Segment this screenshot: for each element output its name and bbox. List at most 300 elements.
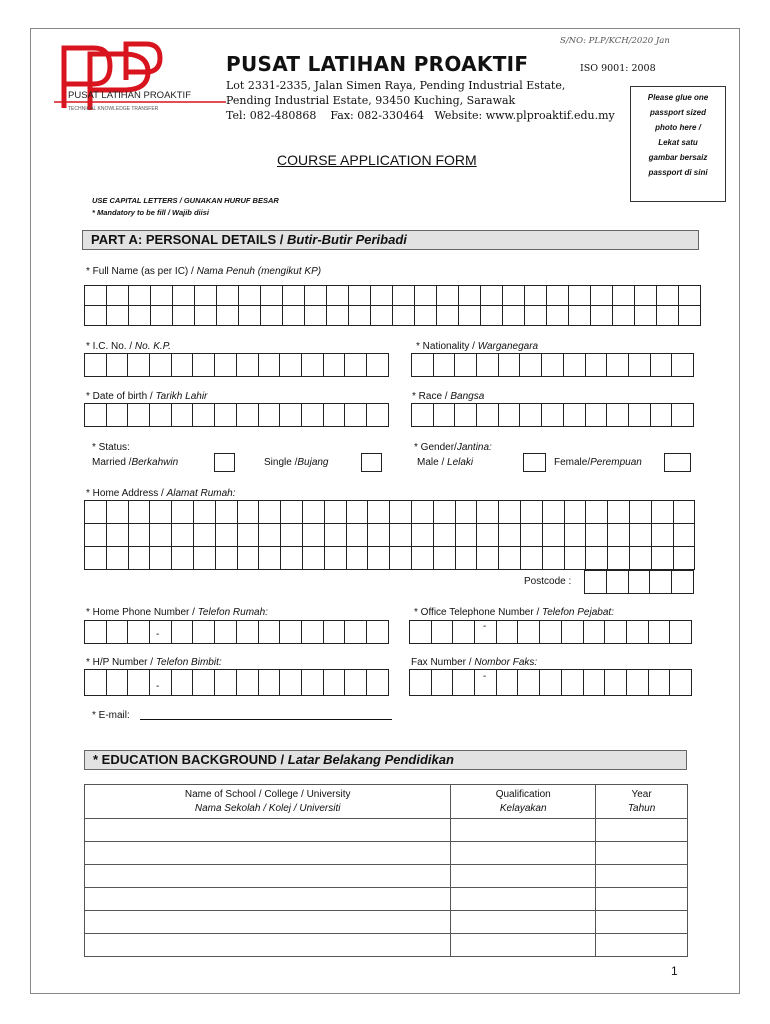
char-box[interactable] [237, 621, 259, 644]
char-box[interactable] [586, 501, 608, 524]
char-box[interactable] [525, 306, 547, 326]
char-box[interactable] [259, 524, 281, 547]
char-box[interactable] [238, 524, 260, 547]
char-box[interactable] [521, 524, 543, 547]
char-box[interactable] [280, 670, 302, 696]
char-box[interactable] [543, 501, 565, 524]
char-box[interactable] [305, 286, 327, 306]
char-box[interactable] [107, 524, 129, 547]
char-box[interactable] [368, 547, 390, 570]
char-box[interactable] [650, 571, 672, 594]
char-box[interactable] [635, 306, 657, 326]
char-box[interactable] [613, 286, 635, 306]
char-box[interactable] [499, 501, 521, 524]
char-box[interactable] [477, 547, 499, 570]
char-box[interactable] [325, 501, 347, 524]
char-box[interactable] [649, 621, 671, 644]
char-box[interactable] [85, 524, 107, 547]
char-box[interactable] [305, 306, 327, 326]
char-box[interactable] [217, 306, 239, 326]
char-box[interactable] [172, 547, 194, 570]
char-box[interactable] [608, 547, 630, 570]
dob-field[interactable] [84, 403, 389, 427]
home-phone-field[interactable] [84, 620, 389, 644]
char-box[interactable] [520, 404, 542, 427]
char-box[interactable] [215, 670, 237, 696]
year-cell[interactable] [596, 819, 688, 842]
char-box[interactable] [280, 621, 302, 644]
char-box[interactable] [437, 306, 459, 326]
serial-number: S/NO: PLP/KCH/2020 Jan [560, 36, 670, 46]
char-box[interactable] [347, 524, 369, 547]
char-box[interactable] [547, 286, 569, 306]
char-box[interactable] [674, 547, 696, 570]
char-box[interactable] [477, 354, 499, 377]
char-box[interactable] [410, 670, 432, 696]
char-box[interactable] [672, 571, 694, 594]
char-box[interactable] [672, 354, 694, 377]
char-box[interactable] [172, 501, 194, 524]
char-box[interactable] [302, 621, 324, 644]
year-cell[interactable] [596, 888, 688, 911]
school-cell[interactable] [85, 865, 451, 888]
char-box[interactable] [629, 404, 651, 427]
char-box[interactable] [434, 524, 456, 547]
char-box[interactable] [151, 306, 173, 326]
char-box[interactable] [150, 670, 172, 696]
char-box[interactable] [569, 306, 591, 326]
char-box[interactable] [367, 621, 389, 644]
year-cell[interactable] [596, 934, 688, 957]
char-box[interactable] [591, 286, 613, 306]
char-box[interactable] [499, 524, 521, 547]
char-box[interactable] [652, 547, 674, 570]
char-box[interactable] [412, 501, 434, 524]
char-box[interactable] [216, 501, 238, 524]
char-box[interactable] [674, 501, 696, 524]
married-checkbox[interactable] [214, 453, 235, 472]
char-box[interactable] [85, 286, 107, 306]
char-box[interactable] [542, 354, 564, 377]
postcode-field[interactable] [584, 570, 694, 594]
char-box[interactable] [657, 306, 679, 326]
char-box[interactable] [172, 524, 194, 547]
char-box[interactable] [562, 621, 584, 644]
part-a-heading [82, 230, 699, 250]
female-label-en: Female/ [554, 457, 591, 468]
hp-number-field[interactable] [84, 669, 389, 696]
char-box[interactable] [390, 547, 412, 570]
char-box[interactable] [367, 404, 389, 427]
char-box[interactable] [453, 670, 475, 696]
char-box[interactable] [107, 404, 129, 427]
email-label: * E-mail: [92, 710, 130, 721]
char-box[interactable] [412, 524, 434, 547]
char-box[interactable] [434, 404, 456, 427]
char-box[interactable] [107, 354, 129, 377]
char-box[interactable] [679, 306, 701, 326]
year-col-ms: Tahun [627, 802, 656, 814]
char-box[interactable] [437, 286, 459, 306]
char-box[interactable] [499, 404, 521, 427]
char-box[interactable] [237, 354, 259, 377]
char-box[interactable] [368, 501, 390, 524]
char-box[interactable] [477, 501, 499, 524]
char-box[interactable] [453, 621, 475, 644]
char-box[interactable] [630, 524, 652, 547]
char-box[interactable] [584, 670, 606, 696]
char-box[interactable] [194, 547, 216, 570]
char-box[interactable] [503, 286, 525, 306]
char-box[interactable] [367, 354, 389, 377]
char-box[interactable] [543, 524, 565, 547]
char-box[interactable] [303, 524, 325, 547]
char-box[interactable] [128, 354, 150, 377]
char-box[interactable] [651, 404, 673, 427]
char-box[interactable] [521, 501, 543, 524]
char-box[interactable] [627, 621, 649, 644]
char-box[interactable] [390, 524, 412, 547]
char-box[interactable] [569, 286, 591, 306]
char-box[interactable] [607, 404, 629, 427]
race-field[interactable] [411, 403, 694, 427]
char-box[interactable] [630, 501, 652, 524]
char-box[interactable] [518, 621, 540, 644]
char-box[interactable] [349, 306, 371, 326]
char-box[interactable] [280, 404, 302, 427]
char-box[interactable] [672, 404, 694, 427]
char-box[interactable] [368, 524, 390, 547]
char-box[interactable] [497, 621, 519, 644]
qualification-cell[interactable] [451, 911, 596, 934]
nationality-field[interactable] [411, 353, 694, 377]
char-box[interactable] [172, 670, 194, 696]
char-box[interactable] [325, 524, 347, 547]
char-box[interactable] [652, 524, 674, 547]
char-box[interactable] [302, 404, 324, 427]
char-box[interactable] [434, 501, 456, 524]
char-box[interactable] [584, 621, 606, 644]
char-box[interactable] [195, 286, 217, 306]
char-box[interactable] [259, 354, 281, 377]
char-box[interactable] [586, 547, 608, 570]
school-cell[interactable] [85, 934, 451, 957]
char-box[interactable] [193, 670, 215, 696]
char-box[interactable] [325, 547, 347, 570]
char-box[interactable] [432, 621, 454, 644]
char-box[interactable] [239, 306, 261, 326]
char-box[interactable] [562, 670, 584, 696]
char-box[interactable] [215, 354, 237, 377]
char-box[interactable] [85, 404, 107, 427]
char-box[interactable] [193, 404, 215, 427]
email-field[interactable] [140, 719, 392, 720]
full-name-field[interactable] [84, 285, 701, 326]
char-box[interactable] [302, 354, 324, 377]
char-box[interactable] [347, 501, 369, 524]
char-box[interactable] [635, 286, 657, 306]
char-box[interactable] [281, 501, 303, 524]
char-box[interactable] [518, 670, 540, 696]
char-box[interactable] [543, 547, 565, 570]
nationality-label [416, 341, 538, 352]
char-box[interactable] [150, 621, 172, 644]
char-box[interactable] [237, 404, 259, 427]
char-box[interactable] [586, 354, 608, 377]
char-box[interactable] [371, 286, 393, 306]
char-box[interactable] [324, 621, 346, 644]
char-box[interactable] [670, 621, 692, 644]
iso-label: ISO 9001: 2008 [580, 63, 656, 74]
char-box[interactable] [172, 621, 194, 644]
char-box[interactable] [280, 354, 302, 377]
char-box[interactable] [194, 524, 216, 547]
char-box[interactable] [283, 286, 305, 306]
char-box[interactable] [564, 404, 586, 427]
char-box[interactable] [652, 501, 674, 524]
char-box[interactable] [455, 404, 477, 427]
char-box[interactable] [497, 670, 519, 696]
char-box[interactable] [434, 354, 456, 377]
fax-number-field[interactable] [409, 669, 692, 696]
char-box[interactable] [371, 306, 393, 326]
char-box[interactable] [481, 306, 503, 326]
char-box[interactable] [670, 670, 692, 696]
char-box[interactable] [608, 501, 630, 524]
char-box[interactable] [499, 547, 521, 570]
male-checkbox[interactable] [523, 453, 546, 472]
char-box[interactable] [586, 524, 608, 547]
char-box[interactable] [649, 670, 671, 696]
char-box[interactable] [605, 621, 627, 644]
char-box[interactable] [217, 286, 239, 306]
char-box[interactable] [456, 501, 478, 524]
char-box[interactable] [85, 354, 107, 377]
char-box[interactable] [324, 354, 346, 377]
char-box[interactable] [85, 670, 107, 696]
char-box[interactable] [327, 306, 349, 326]
char-box[interactable] [128, 404, 150, 427]
char-box[interactable] [216, 524, 238, 547]
char-box[interactable] [259, 670, 281, 696]
ic-label-ms: No. K.P. [134, 341, 171, 352]
char-box[interactable] [540, 670, 562, 696]
char-box[interactable] [540, 621, 562, 644]
char-box[interactable] [129, 306, 151, 326]
single-checkbox[interactable] [361, 453, 382, 472]
office-phone-field[interactable] [409, 620, 692, 644]
char-box[interactable] [281, 547, 303, 570]
char-box[interactable] [410, 621, 432, 644]
char-box[interactable] [193, 354, 215, 377]
char-box[interactable] [432, 670, 454, 696]
char-box[interactable] [151, 286, 173, 306]
qualification-cell[interactable] [451, 865, 596, 888]
char-box[interactable] [525, 286, 547, 306]
char-box[interactable] [651, 354, 673, 377]
char-box[interactable] [129, 524, 151, 547]
char-box[interactable] [565, 524, 587, 547]
home-phone-label-en: * Home Phone Number / [86, 607, 198, 618]
char-box[interactable] [239, 286, 261, 306]
char-box[interactable] [586, 404, 608, 427]
part-a-heading-ms: Butir-Butir Peribadi [286, 232, 407, 247]
char-box[interactable] [85, 501, 107, 524]
char-box[interactable] [216, 547, 238, 570]
char-box[interactable] [107, 286, 129, 306]
female-checkbox[interactable] [664, 453, 691, 472]
char-box[interactable] [674, 524, 696, 547]
char-box[interactable] [607, 354, 629, 377]
char-box[interactable] [85, 306, 107, 326]
ic-number-field[interactable] [84, 353, 389, 377]
school-cell[interactable] [85, 911, 451, 934]
char-box[interactable] [259, 501, 281, 524]
char-box[interactable] [303, 547, 325, 570]
char-box[interactable] [456, 524, 478, 547]
char-box[interactable] [215, 404, 237, 427]
char-box[interactable] [128, 670, 150, 696]
photo-box[interactable] [630, 86, 726, 202]
char-box[interactable] [238, 547, 260, 570]
char-box[interactable] [261, 306, 283, 326]
char-box[interactable] [259, 621, 281, 644]
qualification-cell[interactable] [451, 819, 596, 842]
char-box[interactable] [367, 670, 389, 696]
year-cell[interactable] [596, 842, 688, 865]
char-box[interactable] [215, 621, 237, 644]
char-box[interactable] [150, 524, 172, 547]
char-box[interactable] [107, 547, 129, 570]
char-box[interactable] [172, 354, 194, 377]
char-box[interactable] [459, 306, 481, 326]
char-box[interactable] [150, 354, 172, 377]
char-box[interactable] [259, 404, 281, 427]
char-box[interactable] [393, 306, 415, 326]
char-box[interactable] [345, 404, 367, 427]
qualification-cell[interactable] [451, 842, 596, 865]
char-box[interactable] [499, 354, 521, 377]
char-box[interactable] [261, 286, 283, 306]
char-box[interactable] [281, 524, 303, 547]
char-box[interactable] [630, 547, 652, 570]
qualification-cell[interactable] [451, 888, 596, 911]
char-box[interactable] [477, 524, 499, 547]
char-box[interactable] [259, 547, 281, 570]
char-box[interactable] [107, 621, 129, 644]
char-box[interactable] [193, 621, 215, 644]
char-box[interactable] [629, 354, 651, 377]
char-box[interactable] [456, 547, 478, 570]
char-box[interactable] [283, 306, 305, 326]
photo-box-line: Please glue one [647, 93, 709, 102]
char-box[interactable] [194, 501, 216, 524]
char-box[interactable] [150, 547, 172, 570]
char-box[interactable] [415, 306, 437, 326]
char-box[interactable] [173, 306, 195, 326]
char-box[interactable] [303, 501, 325, 524]
char-box[interactable] [459, 286, 481, 306]
char-box[interactable] [412, 354, 434, 377]
year-cell[interactable] [596, 911, 688, 934]
char-box[interactable] [607, 571, 629, 594]
char-box[interactable] [503, 306, 525, 326]
char-box[interactable] [85, 547, 107, 570]
char-box[interactable] [107, 670, 129, 696]
char-box[interactable] [585, 571, 607, 594]
char-box[interactable] [150, 404, 172, 427]
char-box[interactable] [393, 286, 415, 306]
char-box[interactable] [150, 501, 172, 524]
char-box[interactable] [237, 670, 259, 696]
char-box[interactable] [605, 670, 627, 696]
char-box[interactable] [679, 286, 701, 306]
char-box[interactable] [415, 286, 437, 306]
char-box[interactable] [565, 547, 587, 570]
char-box[interactable] [349, 286, 371, 306]
char-box[interactable] [547, 306, 569, 326]
char-box[interactable] [107, 501, 129, 524]
char-box[interactable] [434, 547, 456, 570]
char-box[interactable] [481, 286, 503, 306]
char-box[interactable] [412, 547, 434, 570]
char-box[interactable] [129, 286, 151, 306]
char-box[interactable] [107, 306, 129, 326]
char-box[interactable] [172, 404, 194, 427]
char-box[interactable] [565, 501, 587, 524]
char-box[interactable] [345, 670, 367, 696]
home-address-field[interactable] [84, 500, 695, 570]
school-cell[interactable] [85, 819, 451, 842]
char-box[interactable] [613, 306, 635, 326]
school-cell[interactable] [85, 888, 451, 911]
char-box[interactable] [477, 404, 499, 427]
char-box[interactable] [521, 547, 543, 570]
char-box[interactable] [238, 501, 260, 524]
char-box[interactable] [608, 524, 630, 547]
char-box[interactable] [173, 286, 195, 306]
school-cell[interactable] [85, 842, 451, 865]
char-box[interactable] [129, 547, 151, 570]
year-cell[interactable] [596, 865, 688, 888]
char-box[interactable] [347, 547, 369, 570]
char-box[interactable] [129, 501, 151, 524]
photo-box-line: gambar bersaiz [648, 153, 708, 162]
char-box[interactable] [345, 621, 367, 644]
char-box[interactable] [345, 354, 367, 377]
char-box[interactable] [542, 404, 564, 427]
char-box[interactable] [591, 306, 613, 326]
char-box[interactable] [195, 306, 217, 326]
char-box[interactable] [627, 670, 649, 696]
char-box[interactable] [302, 670, 324, 696]
char-box[interactable] [520, 354, 542, 377]
char-box[interactable] [455, 354, 477, 377]
char-box[interactable] [85, 621, 107, 644]
education-row [85, 888, 688, 911]
char-box[interactable] [327, 286, 349, 306]
char-box[interactable] [564, 354, 586, 377]
char-box[interactable] [128, 621, 150, 644]
char-box[interactable] [324, 404, 346, 427]
char-box[interactable] [629, 571, 651, 594]
char-box[interactable] [324, 670, 346, 696]
char-box[interactable] [390, 501, 412, 524]
office-phone-dash: - [483, 621, 487, 632]
char-box[interactable] [412, 404, 434, 427]
qualification-cell[interactable] [451, 934, 596, 957]
char-box[interactable] [657, 286, 679, 306]
